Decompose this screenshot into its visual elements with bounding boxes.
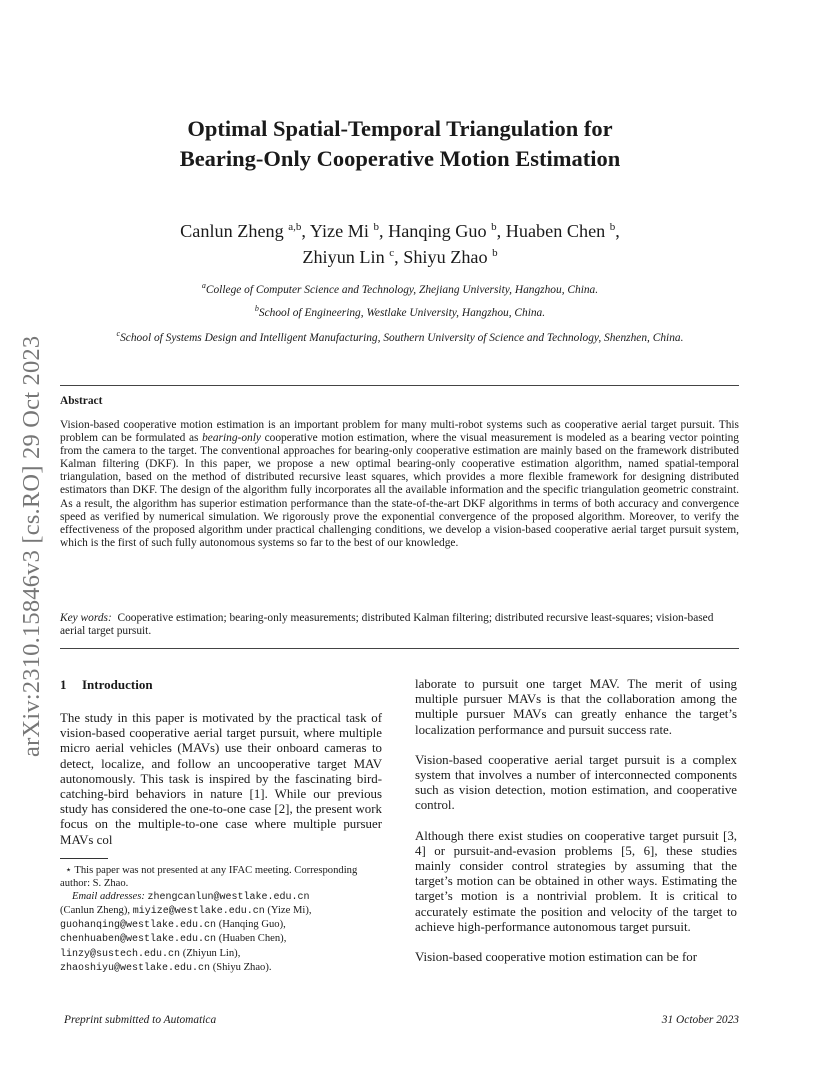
paper-title	[60, 114, 740, 174]
author-name: Zhiyun Lin	[302, 247, 385, 267]
right-column	[415, 677, 737, 980]
body-paragraph: Vision-based cooperative aerial target pursuit is a complex system that involves a number of interconnected components such as vision detection, motion estimation, and cooperative control.	[415, 752, 737, 813]
email-owner: (Zhiyun Lin),	[182, 947, 241, 959]
email-link[interactable]: zhaoshiyu@westlake.edu.cn	[60, 962, 211, 974]
footnote-email-line	[60, 947, 382, 961]
left-column	[60, 711, 382, 863]
author-affiliation-mark: b	[609, 221, 616, 233]
section-number: 1	[60, 677, 67, 692]
affiliation-c	[60, 329, 740, 344]
author-name: Shiyu Zhao	[403, 247, 488, 267]
author-name: Huaben Chen	[505, 221, 606, 241]
title-line-2: Bearing-Only Cooperative Motion Estimation	[179, 146, 621, 171]
email-owner: (Yize Mi),	[267, 905, 312, 917]
email-label: Email addresses:	[72, 891, 145, 903]
abstract-top-rule	[60, 385, 739, 386]
affiliation-text: College of Computer Science and Technology, Zhejiang University, Hangzhou, China.	[205, 284, 599, 296]
email-link[interactable]: guohanqing@westlake.edu.cn	[60, 920, 217, 932]
author-affiliation-mark: b	[492, 247, 498, 259]
affiliation-mark: c	[116, 329, 121, 338]
abstract-emphasis: bearing-only	[202, 432, 261, 445]
email-link[interactable]: linzy@sustech.edu.cn	[60, 948, 181, 960]
email-owner: (Canlun Zheng),	[60, 905, 131, 917]
footnote-email-line	[60, 890, 382, 904]
affiliation-text: School of Systems Design and Intelligent Manufacturing, Southern University of Science and Technology, Shenzhen, China.	[120, 332, 684, 344]
author-name: Yize Mi	[309, 221, 369, 241]
body-paragraph: Vision-based cooperative motion estimation can be for	[415, 950, 698, 965]
intro-paragraph: The study in this paper is motivated by the practical task of vision-based cooperative aerial target pursuit, where multiple micro aerial vehicles (MAVs) use their onboard cameras to detect, localize, and follow an uncooperative target MAV autonomously. This task is inspired by the fascinating bird-catching-bird behaviors in nature [1]. While our previous study has considered the one-to-one case [2], the present work focus on the multiple-to-one case where multiple pursuer MAVs col	[60, 711, 382, 847]
body-paragraph: laborate to pursuit one target MAV. The merit of using multiple pursuer MAVs is that the collaboration among the multiple pursuer MAVs can greatly enhance the target’s localization performance and pursuit success rate.	[415, 677, 737, 737]
email-link[interactable]: zhengcanlun@westlake.edu.cn	[147, 892, 310, 904]
section-title: Introduction	[82, 677, 153, 692]
footnote-rule	[60, 858, 108, 859]
email-owner: (Hanqing Guo),	[218, 919, 286, 931]
email-owner: (Huaben Chen),	[218, 933, 287, 945]
section-heading-introduction	[60, 677, 153, 693]
affiliation-a	[60, 281, 740, 296]
footnote	[60, 864, 382, 975]
abstract-body	[60, 419, 739, 550]
author-affiliation-mark: b	[373, 221, 379, 233]
affiliation-mark: b	[254, 304, 259, 313]
footnote-email-line	[60, 961, 382, 975]
author-affiliation-mark: c	[389, 247, 395, 259]
keywords	[60, 612, 739, 638]
footnote-star-mark: ⋆	[65, 865, 72, 876]
body-paragraph: Although there exist studies on cooperative target pursuit [3, 4] or pursuit-and-evasion problems [5, 6], these studies mainly consider control strategies by assuming that the target’s motion can be obtained in other ways. Estimating the target’s motion is a nontrivial problem. It is critical to accurately estimate the position and velocity of the target to achieve high-performance autonomous target pursuit.	[415, 828, 737, 934]
affiliation-b	[60, 304, 740, 319]
abstract-bottom-rule	[60, 648, 739, 649]
footer-submission-note: Preprint submitted to Automatica	[64, 1014, 217, 1026]
keywords-text: Cooperative estimation; bearing-only measurements; distributed Kalman filtering; distributed recursive least-squares; vision-based aerial target pursuit.	[60, 612, 714, 638]
email-link[interactable]: miyize@westlake.edu.cn	[132, 906, 265, 918]
author-affiliation-mark: b	[491, 221, 497, 233]
email-owner: (Shiyu Zhao).	[212, 961, 272, 973]
author-line-2: Zhiyun Lin $^c$, Shiyu Zhao $^b$	[302, 247, 498, 267]
author-affiliation-mark: a,b	[288, 221, 302, 233]
footnote-star-text: This paper was not presented at any IFAC meeting. Corresponding author: S. Zhao.	[60, 865, 358, 890]
affiliation-text: School of Engineering, Westlake University, Hangzhou, China.	[258, 307, 546, 319]
title-line-1: Optimal Spatial-Temporal Triangulation for	[187, 116, 613, 141]
arxiv-identifier-stamp: arXiv:2310.15846v3 [cs.RO] 29 Oct 2023	[18, 335, 45, 757]
footnote-email-line	[60, 932, 382, 946]
footer-date: 31 October 2023	[661, 1014, 739, 1026]
abstract-heading: Abstract	[60, 395, 103, 407]
footnote-email-line	[60, 904, 382, 918]
footnote-star-note	[60, 864, 382, 890]
email-link[interactable]: chenhuaben@westlake.edu.cn	[60, 934, 217, 946]
author-name: Canlun Zheng	[180, 221, 284, 241]
abstract-text-part-1: Vision-based cooperative motion estimation is an important problem for many multi-robot systems such as cooperative aerial target pursuit. This problem can be formulated as	[60, 419, 739, 445]
author-list	[60, 218, 740, 270]
affiliation-mark: a	[201, 281, 206, 290]
author-name: Hanqing Guo	[388, 221, 487, 241]
keywords-label: Key words:	[60, 612, 112, 624]
abstract-text-part-2: cooperative motion estimation, where the visual measurement is modeled as a bearing vector pointing from the camera to the target. The conventional approaches for bearing-only cooperative estimation are mainly based on the framework distributed Kalman filtering (DKF). In this paper, we propose a new optimal bearing-only cooperative estimation algorithm, named spatial-temporal triangulation, based on the method of distributed recursive least squares, which provides a more flexible framework for designing distributed estimators than DKF. The design of the algorithm fully incorporates all the available information and the specific triangulation geometric constraint. As a result, the algorithm has superior estimation performance than the state-of-the-art DKF algorithms in terms of both accuracy and convergence speed as verified by numerical simulation. We rigorously prove the exponential convergence of the proposed algorithm. Moreover, to verify the effectiveness of the proposed algorithm under practical challenging conditions, we develop a vision-based cooperative aerial target pursuit system, which is the first of such fully autonomous systems so far to the best of our knowledge.	[60, 432, 740, 549]
author-line-1: Canlun Zheng $^{a,b}$, Yize Mi $^b$, Hanqing Guo $^b$, Huaben Chen $^b$,	[180, 221, 620, 241]
footnote-email-line	[60, 918, 382, 932]
